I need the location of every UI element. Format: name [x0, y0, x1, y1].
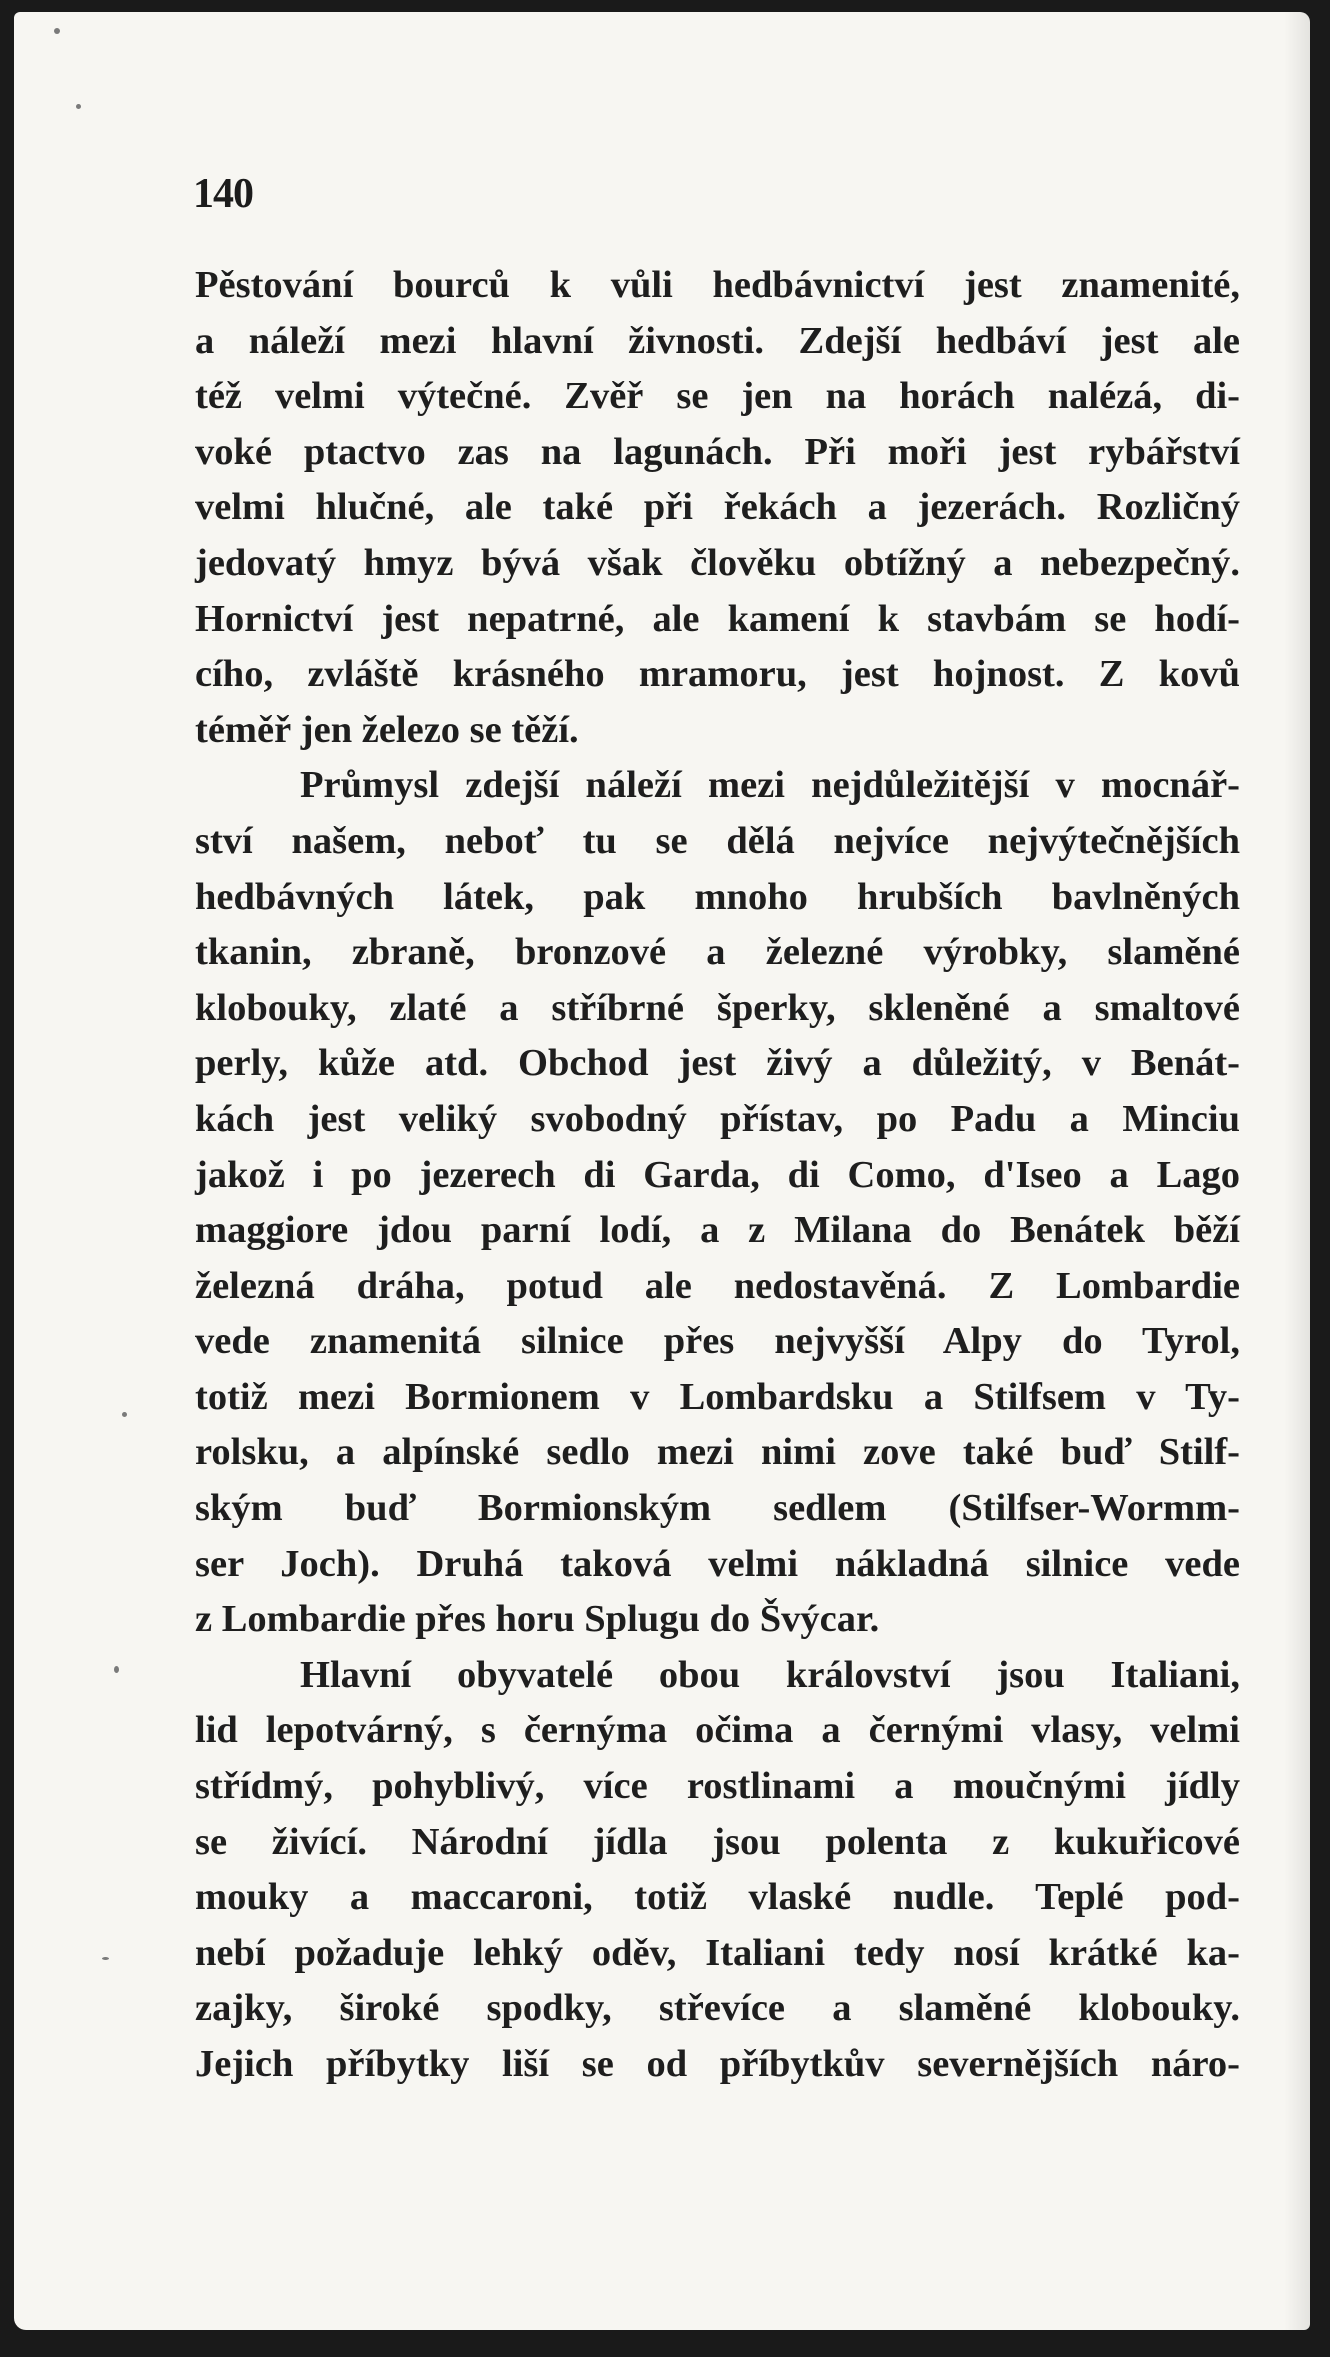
body-text [195, 258, 1240, 2093]
text-line: jakož i po jezerech di Garda, di Como, d'Iseo a Lago [195, 1153, 1240, 1196]
text-line: tkanin, zbraně, bronzové a železné výrobky, slaměné [195, 931, 1240, 974]
text-line: totiž mezi Bormionem v Lombardsku a Stilfsem v Ty- [195, 1375, 1240, 1418]
print-speck [54, 28, 60, 34]
paragraph-end-line: z Lombardie přes horu Splugu do Švýcar. [195, 1598, 880, 1641]
page-number: 140 [193, 171, 253, 217]
text-line: ským buď Bormionským sedlem (Stilfser-Wormm- [195, 1487, 1240, 1530]
text-line: ství našem, neboť tu se dělá nejvíce nejvýtečnějších [195, 819, 1240, 862]
text-line: zajky, široké spodky, střevíce a slaměné klobouky. [195, 1987, 1240, 2030]
text-line: Pěstování bourců k vůli hedbávnictví jest znamenité, [195, 264, 1240, 306]
book-page [14, 12, 1310, 2330]
text-line: perly, kůže atd. Obchod jest živý a důležitý, v Benát- [195, 1042, 1240, 1085]
paragraph-start-line: Hlavní obyvatelé obou království jsou Italiani, [300, 1653, 1240, 1696]
print-speck [114, 1666, 119, 1673]
text-line: velmi hlučné, ale také při řekách a jezerách. Rozličný [195, 486, 1240, 529]
text-line: voké ptactvo zas na lagunách. Při moři jest rybářství [195, 430, 1240, 473]
text-line: kách jest veliký svobodný přístav, po Padu a Minciu [195, 1097, 1240, 1140]
text-line: mouky a maccaroni, totiž vlaské nudle. Teplé pod- [195, 1876, 1240, 1919]
text-line: maggiore jdou parní lodí, a z Milana do Benátek běží [195, 1209, 1240, 1252]
text-line: se živící. Národní jídla jsou polenta z kukuřicové [195, 1820, 1240, 1863]
text-line: lid lepotvárný, s černýma očima a černými vlasy, velmi [195, 1709, 1240, 1752]
text-line: klobouky, zlaté a stříbrné šperky, skleněné a smaltové [195, 986, 1240, 1029]
print-speck [122, 1412, 127, 1417]
text-line: železná dráha, potud ale nedostavěná. Z Lombardie [195, 1264, 1240, 1307]
page-edge-shadow [1284, 12, 1310, 2330]
print-speck [76, 104, 81, 109]
text-line: Jejich příbytky liší se od příbytkův severnějších náro- [195, 2043, 1240, 2085]
text-line: vede znamenitá silnice přes nejvyšší Alpy do Tyrol, [195, 1320, 1240, 1363]
text-line: Hornictví jest nepatrné, ale kamení k stavbám se hodí- [195, 597, 1240, 640]
text-line: rolsku, a alpínské sedlo mezi nimi zove také buď Stilf- [195, 1431, 1240, 1474]
paragraph-start-line: Průmysl zdejší náleží mezi nejdůležitější v mocnář- [300, 764, 1240, 807]
text-line: ser Joch). Druhá taková velmi nákladná silnice vede [195, 1542, 1240, 1585]
text-line: cího, zvláště krásného mramoru, jest hojnost. Z kovů [195, 653, 1240, 696]
paragraph-end-line: téměř jen železo se těží. [195, 708, 579, 751]
print-speck [102, 1957, 109, 1960]
text-line: též velmi výtečné. Zvěř se jen na horách nalézá, di- [195, 375, 1240, 418]
text-line: hedbávných látek, pak mnoho hrubších bavlněných [195, 875, 1240, 918]
text-line: nebí požaduje lehký oděv, Italiani tedy nosí krátké ka- [195, 1931, 1240, 1974]
text-line: střídmý, pohyblivý, více rostlinami a moučnými jídly [195, 1765, 1240, 1808]
text-line: jedovatý hmyz bývá však člověku obtížný a nebezpečný. [195, 541, 1240, 584]
text-line: a náleží mezi hlavní živnosti. Zdejší hedbáví jest ale [195, 319, 1240, 362]
